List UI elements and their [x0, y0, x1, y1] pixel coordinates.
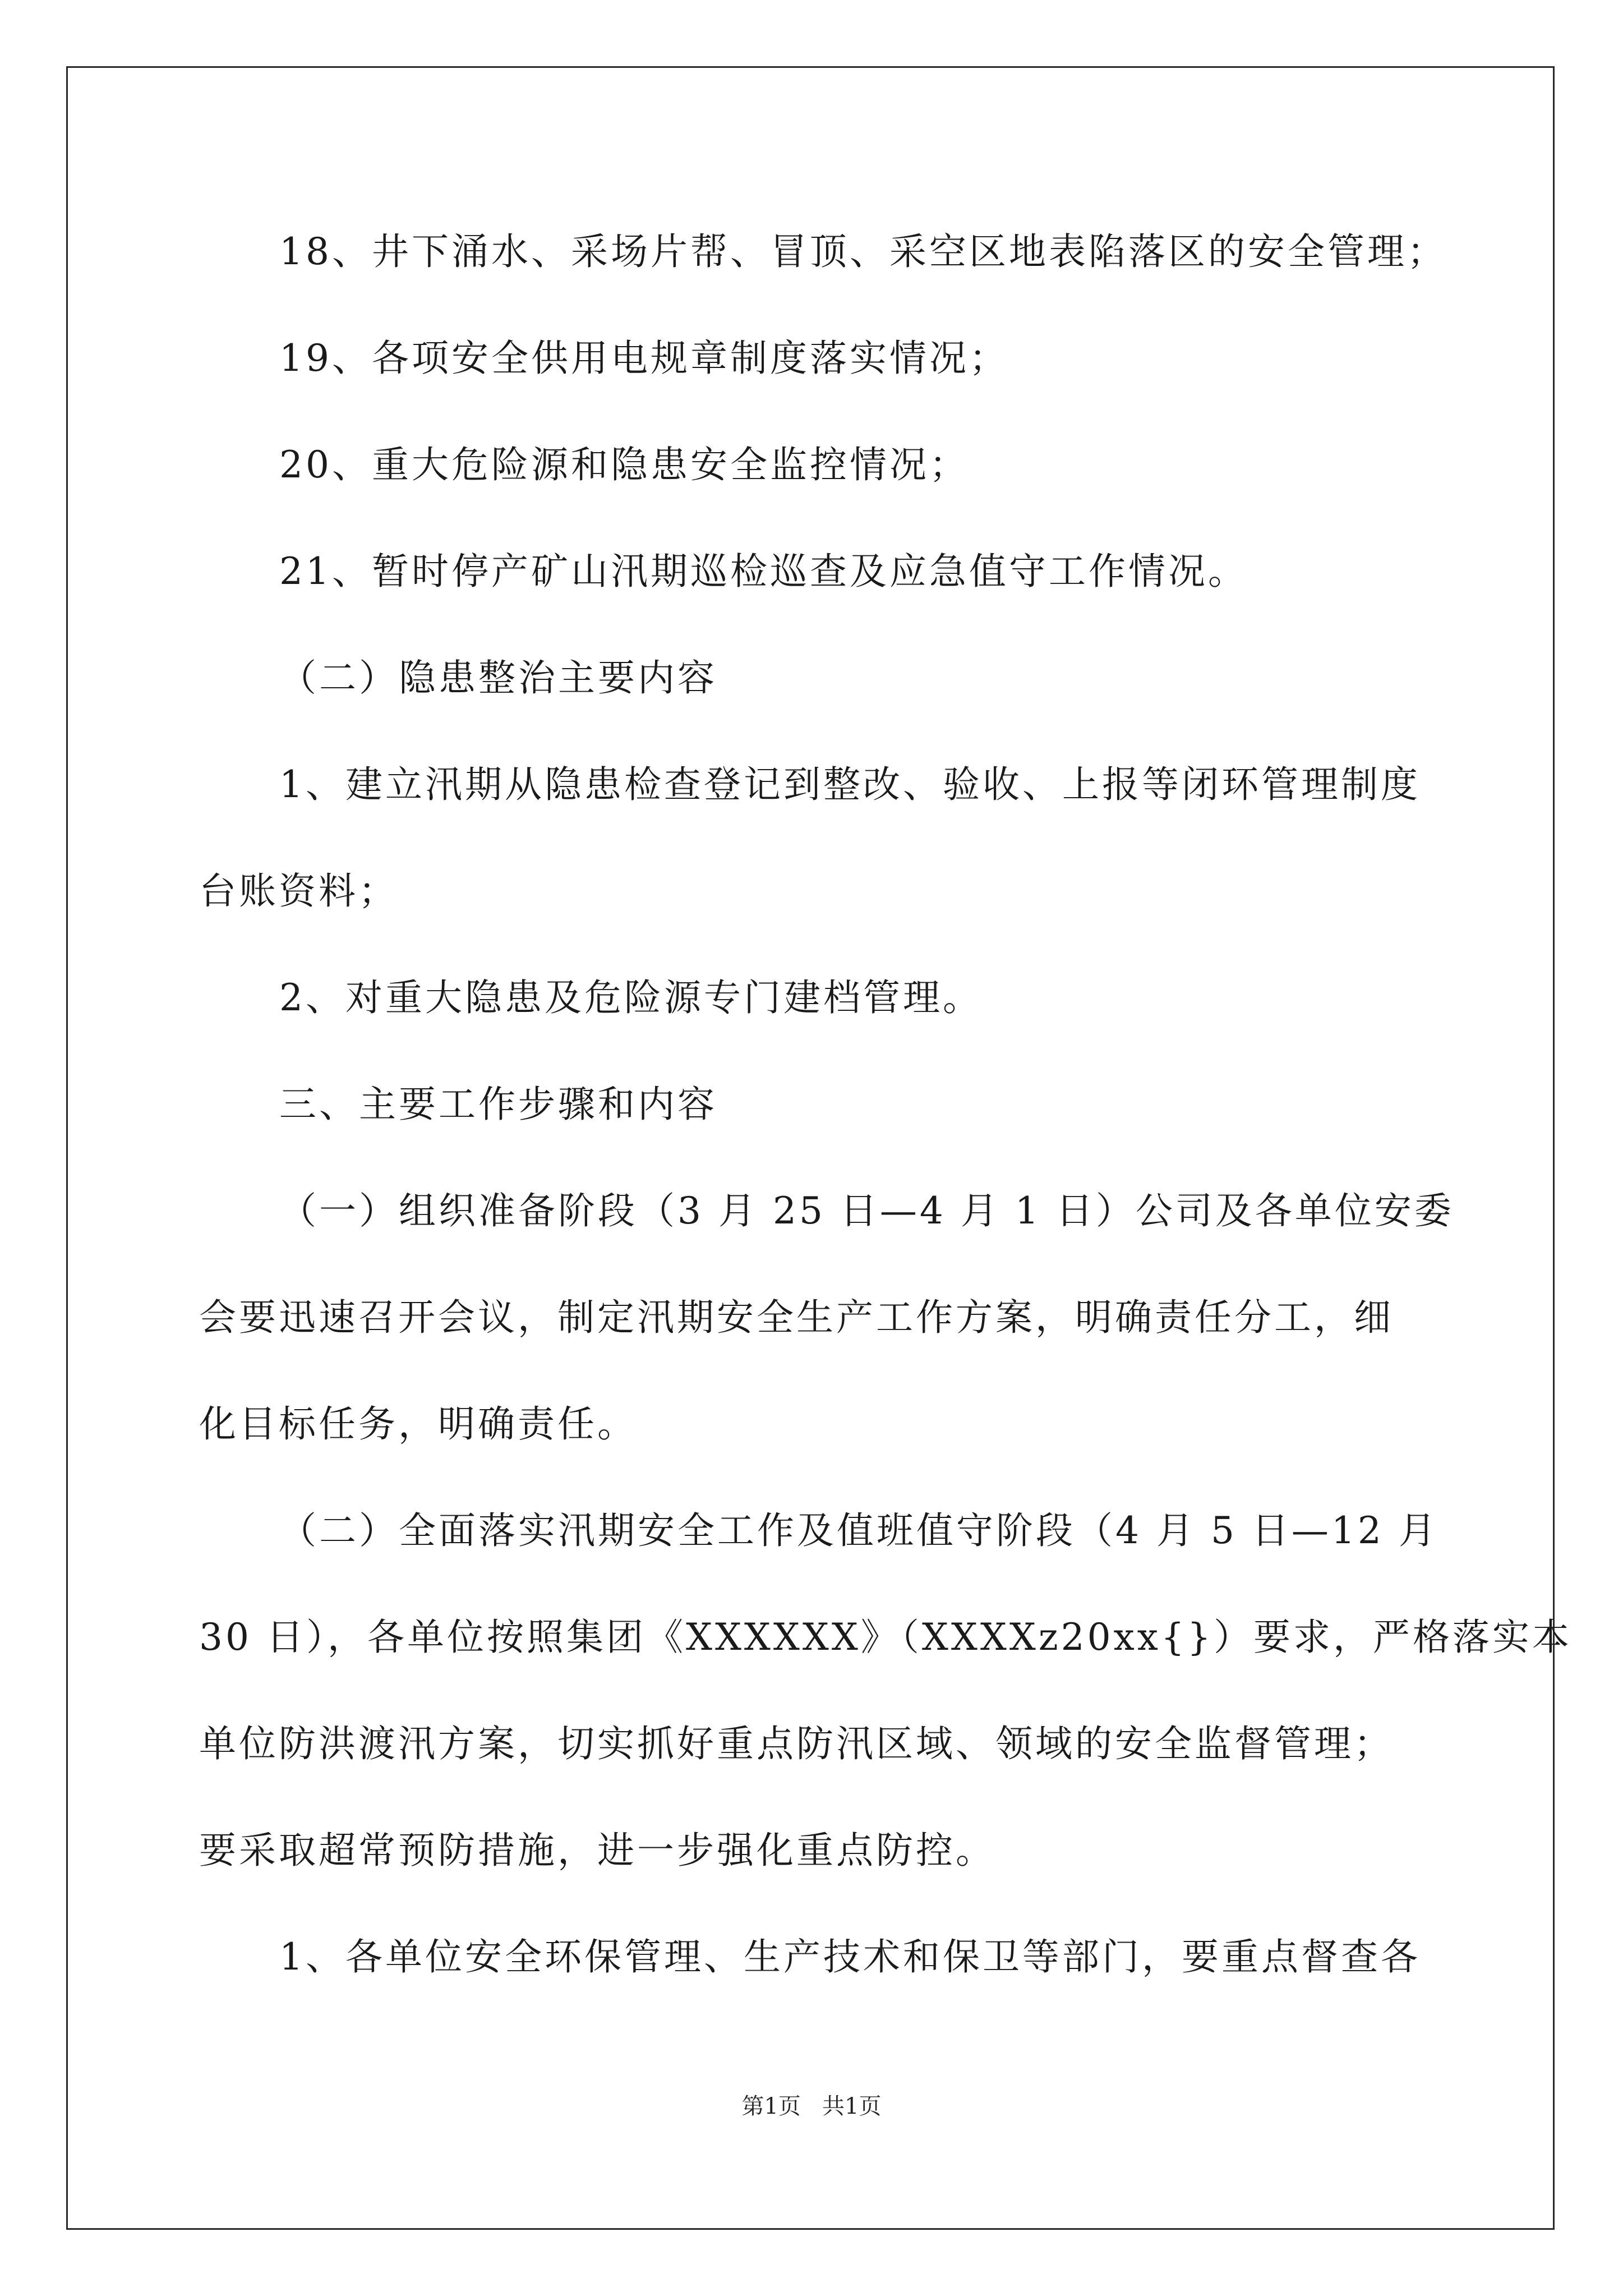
- paragraph-step2-line2: 30 日），各单位按照集团《XXXXXX》（XXXXz20xx{}）要求，严格落实本: [199, 1616, 1573, 1659]
- section-heading-main-steps: 三、主要工作步骤和内容: [279, 1083, 717, 1126]
- paragraph-remediation-1-line1: 1、建立汛期从隐患检查登记到整改、验收、上报等闭环管理制度: [279, 763, 1421, 806]
- paragraph-item-19: 19、各项安全供用电规章制度落实情况；: [279, 337, 1009, 380]
- page-border: [66, 66, 1555, 2230]
- paragraph-step1-line3: 化目标任务，明确责任。: [199, 1402, 637, 1446]
- paragraph-item-20: 20、重大危险源和隐患安全监控情况；: [279, 443, 969, 486]
- paragraph-step1-line1: （一）组织准备阶段（3 月 25 日—4 月 1 日）公司及各单位安委: [279, 1189, 1454, 1232]
- paragraph-item-18: 18、井下涌水、采场片帮、冒顶、采空区地表陷落区的安全管理；: [279, 230, 1447, 273]
- paragraph-step2-line3: 单位防洪渡汛方案，切实抓好重点防汛区域、领域的安全监督管理；: [199, 1722, 1394, 1765]
- paragraph-remediation-1-line2: 台账资料；: [199, 869, 398, 913]
- paragraph-step1-line2: 会要迅速召开会议，制定汛期安全生产工作方案，明确责任分工，细: [199, 1296, 1394, 1339]
- paragraph-step2-line4: 要采取超常预防措施，进一步强化重点防控。: [199, 1829, 995, 1872]
- paragraph-item-21: 21、暂时停产矿山汛期巡检巡查及应急值守工作情况。: [279, 550, 1248, 593]
- paragraph-remediation-2: 2、对重大隐患及危险源专门建档管理。: [279, 976, 983, 1019]
- section-heading-hazard-remediation: （二）隐患整治主要内容: [279, 656, 717, 700]
- page-footer: 第1页 共1页: [741, 2093, 882, 2119]
- paragraph-step2-line1: （二）全面落实汛期安全工作及值班值守阶段（4 月 5 日—12 月: [279, 1509, 1438, 1552]
- paragraph-supervision-1: 1、各单位安全环保管理、生产技术和保卫等部门，要重点督查各: [279, 1935, 1421, 1978]
